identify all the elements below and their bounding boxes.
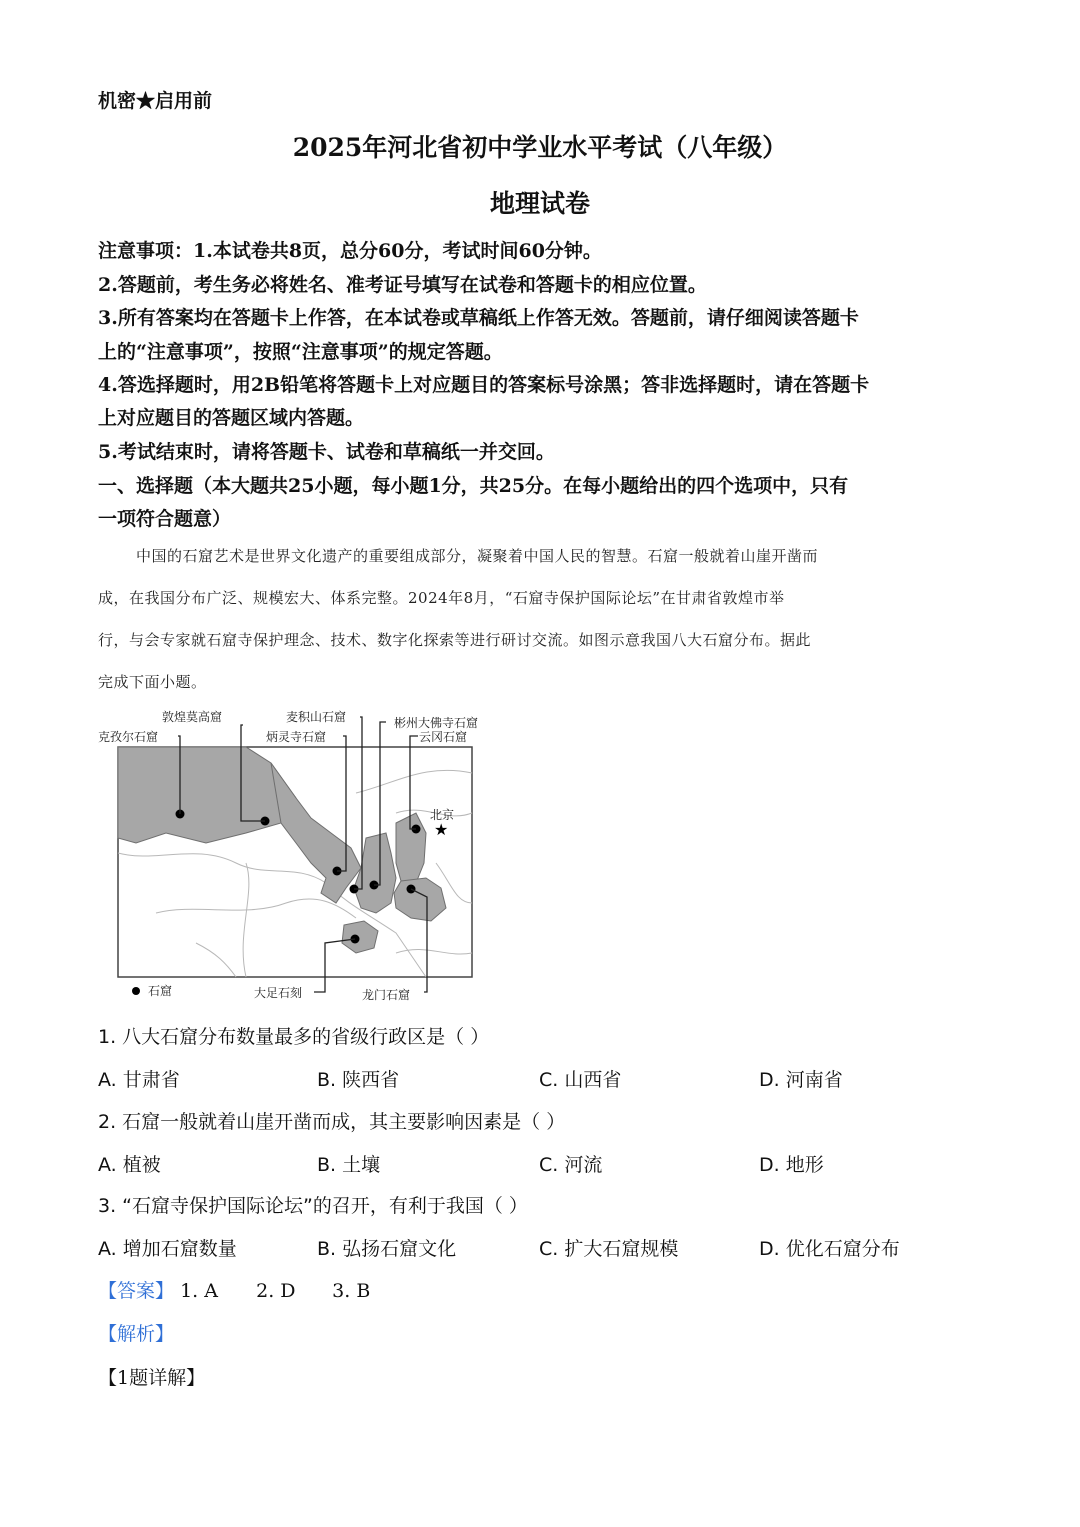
label-beijing: 北京 — [430, 808, 455, 822]
label-maijishan: 麦积山石窟 — [286, 710, 347, 724]
note-line-6: 上对应题目的答题区域内答题。 — [98, 407, 365, 429]
confidential-mark: 机密★启用前 — [98, 90, 213, 112]
note-line-7: 5.考试结束时，请将答题卡、试卷和草稿纸一并交回。 — [98, 441, 555, 463]
section-heading-line-2: 一项符合题意） — [98, 508, 232, 530]
label-dazu: 大足石刻 — [254, 986, 303, 1000]
label-binglingsi: 炳灵寺石窟 — [266, 730, 327, 744]
legend-dot — [132, 987, 140, 995]
note-line-3: 3.所有答案均在答题卡上作答，在本试卷或草稿纸上作答无效。答题前，请仔细阅读答题卡 — [98, 307, 859, 329]
question-1-stem: 1. 八大石窟分布数量最多的省级行政区是（ ） — [98, 1026, 490, 1048]
label-yungang: 云冈石窟 — [419, 730, 468, 744]
q1-option-a[interactable]: A. 甘肃省 — [98, 1069, 180, 1091]
intro-line-3: 行，与会专家就石窟寺保护理念、技术、数字化探索等进行研讨交流。如图示意我国八大石窟分布。据此 — [98, 631, 812, 649]
q2-option-d[interactable]: D. 地形 — [759, 1154, 824, 1176]
answer-1: 1. A — [180, 1280, 218, 1302]
q1-option-c[interactable]: C. 山西省 — [539, 1069, 622, 1091]
note-line-5: 4.答选择题时，用2B铅笔将答题卡上对应题目的答案标号涂黑；答非选择题时，请在答题卡 — [98, 374, 870, 396]
answer-row — [98, 1276, 370, 1303]
intro-line-1: 中国的石窟艺术是世界文化遗产的重要组成部分，凝聚着中国人民的智慧。石窟一般就着山崖开凿而 — [136, 547, 819, 565]
beijing-star: ★ — [434, 820, 449, 839]
legend-label: 石窟 — [148, 984, 173, 998]
q3-option-c[interactable]: C. 扩大石窟规模 — [539, 1238, 679, 1260]
exam-subtitle: 地理试卷 — [489, 189, 590, 218]
analysis-label: 【解析】 — [98, 1323, 175, 1345]
question-2-stem: 2. 石窟一般就着山崖开凿而成，其主要影响因素是（ ） — [98, 1111, 566, 1133]
question-3-stem: 3. “石窟寺保护国际论坛”的召开，有利于我国（ ） — [98, 1195, 528, 1217]
answer-label: 【答案】 — [98, 1280, 175, 1302]
q3-option-d[interactable]: D. 优化石窟分布 — [759, 1238, 900, 1260]
label-binzhou: 彬州大佛寺石窟 — [394, 716, 479, 730]
note-line-2: 2.答题前，考生务必将姓名、准考证号填写在试卷和答题卡的相应位置。 — [98, 274, 707, 296]
label-longmen: 龙门石窟 — [362, 988, 411, 1002]
q2-option-c[interactable]: C. 河流 — [539, 1154, 603, 1176]
q3-option-b[interactable]: B. 弘扬石窟文化 — [317, 1238, 457, 1260]
label-kizil: 克孜尔石窟 — [98, 730, 159, 744]
detail-label: 【1题详解】 — [98, 1367, 206, 1389]
grottoes-map — [96, 703, 506, 1008]
section-heading-line-1: 一、选择题（本大题共25小题，每小题1分，共25分。在每小题给出的四个选项中，只有 — [98, 475, 849, 497]
q1-option-d[interactable]: D. 河南省 — [759, 1069, 843, 1091]
note-line-4: 上的“注意事项”，按照“注意事项”的规定答题。 — [98, 341, 503, 363]
note-line-1: 注意事项：1.本试卷共8页，总分60分，考试时间60分钟。 — [98, 240, 602, 262]
q3-option-a[interactable]: A. 增加石窟数量 — [98, 1238, 237, 1260]
label-dunhuang: 敦煌莫高窟 — [162, 710, 223, 724]
answer-2: 2. D — [256, 1280, 296, 1302]
exam-title: 2025年河北省初中学业水平考试（八年级） — [292, 133, 788, 162]
answer-3: 3. B — [332, 1280, 371, 1302]
q1-option-b[interactable]: B. 陕西省 — [317, 1069, 400, 1091]
q2-option-a[interactable]: A. 植被 — [98, 1154, 161, 1176]
intro-line-4: 完成下面小题。 — [98, 673, 207, 691]
intro-line-2: 成，在我国分布广泛、规模宏大、体系完整。2024年8月，“石窟寺保护国际论坛”在甘肃省敦煌市举 — [98, 589, 785, 607]
q2-option-b[interactable]: B. 土壤 — [317, 1154, 381, 1176]
